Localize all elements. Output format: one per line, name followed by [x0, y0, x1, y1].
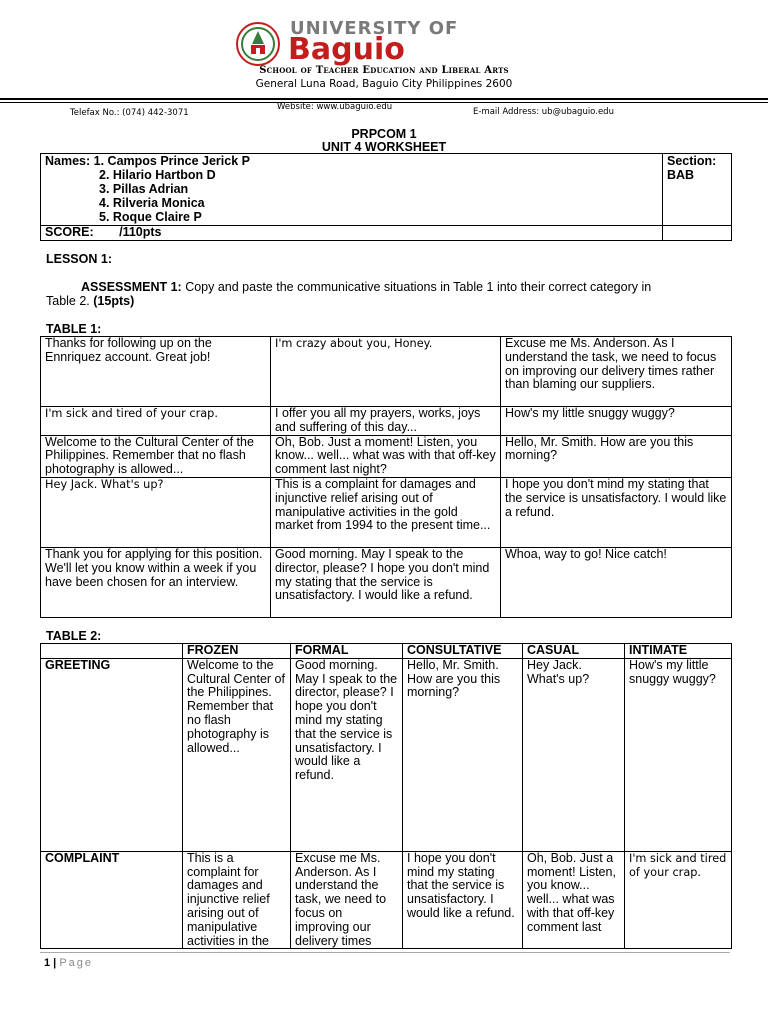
- table2-cell: How's my little snuggy wuggy?: [625, 658, 732, 851]
- assessment-text-2: Table 2.: [46, 294, 94, 308]
- score-label: SCORE:: [45, 225, 94, 239]
- website: Website: www.ubaguio.edu: [277, 102, 393, 112]
- student-name-4: 4. Rilveria Monica: [99, 195, 205, 210]
- student-name-5: 5. Roque Claire P: [99, 209, 202, 224]
- table2-header-intimate: INTIMATE: [625, 644, 732, 659]
- table1-cell: Good morning. May I speak to the director, please? I hope you don't mind my stating that the service is unsatisfactory. I would like a refund.: [271, 547, 501, 617]
- table2-header-formal: FORMAL: [291, 644, 403, 659]
- table1: [40, 336, 732, 618]
- table1-label: TABLE 1:: [46, 322, 102, 336]
- assessment-label: ASSESSMENT 1:: [81, 280, 182, 294]
- table2-cell: [183, 851, 291, 948]
- section-value: BAB: [667, 167, 695, 182]
- score-cell: [41, 226, 663, 241]
- table2-header-frozen: FROZEN: [183, 644, 291, 659]
- table1-cell: I hope you don't mind my stating that the service is unsatisfactory. I would like a refund.: [501, 477, 732, 547]
- worksheet-title: UNIT 4 WORKSHEET: [321, 140, 447, 154]
- assessment-instructions: [46, 280, 736, 308]
- assessment-text: Copy and paste the communicative situations in Table 1 into their correct category in: [181, 280, 652, 294]
- table1-cell: I'm sick and tired of your crap.: [41, 407, 271, 436]
- page-word: Page: [59, 957, 94, 969]
- info-table: [40, 153, 732, 241]
- table2-cell: [523, 851, 625, 948]
- table2-cell-text: Excuse me Ms. Anderson. As I understand the task, we need to focus on improving our delivery times: [295, 851, 387, 948]
- table1-cell: Oh, Bob. Just a moment! Listen, you know... well... what was with that off-key comment last night?: [271, 435, 501, 477]
- course-title: PRPCOM 1: [351, 127, 417, 141]
- table2-header-casual: CASUAL: [523, 644, 625, 659]
- lesson-label: LESSON 1:: [46, 252, 112, 266]
- table1-cell: Thank you for applying for this position. We'll let you know within a week if you have been chosen for an interview.: [41, 547, 271, 617]
- table2-cell: [625, 851, 732, 948]
- header-rule-thick: [0, 98, 768, 100]
- student-name-1: 1. Campos Prince Jerick P: [93, 154, 250, 168]
- table1-cell: Hello, Mr. Smith. How are you this morning?: [501, 435, 732, 477]
- table1-cell: Excuse me Ms. Anderson. As I understand the task, we need to focus on improving our delivery times rather than blaming our suppliers.: [501, 337, 732, 407]
- table1-cell: How's my little snuggy wuggy?: [501, 407, 732, 436]
- table2-header-consultative: CONSULTATIVE: [403, 644, 523, 659]
- table1-cell: Whoa, way to go! Nice catch!: [501, 547, 732, 617]
- table2-cell-text: This is a complaint for damages and injunctive relief arising out of manipulative activities in the: [187, 851, 270, 948]
- section-cell: [663, 154, 732, 226]
- names-cell: [41, 154, 663, 226]
- table2-header-blank: [41, 644, 183, 659]
- university-name-line2: Baguio: [288, 32, 405, 67]
- table1-cell: Thanks for following up on the Ennriquez account. Great job!: [41, 337, 271, 407]
- table2-cell: [291, 851, 403, 948]
- table2-cell: [403, 851, 523, 948]
- score-value: /110pts: [119, 225, 162, 239]
- table1-cell: This is a complaint for damages and injunctive relief arising out of manipulative activities in the gold market from 1994 to the present time...: [271, 477, 501, 547]
- university-seal-icon: [236, 22, 280, 66]
- table1-cell: I offer you all my prayers, works, joys and suffering of this day...: [271, 407, 501, 436]
- table2-cell: Hey Jack. What's up?: [523, 658, 625, 851]
- table2-cell-text: I'm sick and tired of your crap.: [629, 851, 727, 879]
- table2-cell-text: I hope you don't mind my stating that the service is unsatisfactory. I would like a refund.: [407, 851, 515, 920]
- table2-cell: Hello, Mr. Smith. How are you this morning?: [403, 658, 523, 851]
- school-address: General Luna Road, Baguio City Philippines 2600: [255, 78, 513, 90]
- table2-label: TABLE 2:: [46, 629, 102, 643]
- university-name-line1: UNIVERSITY OF: [290, 18, 459, 39]
- names-label: Names:: [45, 154, 91, 168]
- table2-category-complaint: COMPLAINT: [41, 851, 183, 948]
- table2: [40, 643, 732, 949]
- page-number: 1: [44, 957, 51, 969]
- telefax: Telefax No.: (074) 442-3071: [70, 108, 189, 118]
- footer-rule: [40, 952, 730, 953]
- score-blank-cell: [663, 226, 732, 241]
- table2-cell: Good morning. May I speak to the director, please? I hope you don't mind my stating that the service is unsatisfactory. I would like a refund.: [291, 658, 403, 851]
- email-address: E-mail Address: ub@ubaguio.edu: [473, 107, 614, 117]
- table1-cell: I'm crazy about you, Honey.: [271, 337, 501, 407]
- table2-cell-text: Oh, Bob. Just a moment! Listen, you know... well... what was with that off-key comment last: [527, 851, 616, 934]
- table1-cell: Hey Jack. What's up?: [41, 477, 271, 547]
- name-row-1: [45, 155, 658, 169]
- student-name-2: 2. Hilario Hartbon D: [99, 167, 216, 182]
- table1-cell: Welcome to the Cultural Center of the Philippines. Remember that no flash photography is allowed...: [41, 435, 271, 477]
- table2-category-greeting: GREETING: [41, 658, 183, 851]
- table2-cell: Welcome to the Cultural Center of the Philippines. Remember that no flash photography is allowed...: [183, 658, 291, 851]
- section-label: Section:: [667, 154, 717, 168]
- page-footer: 1 | Page: [44, 957, 94, 969]
- assessment-points: (15pts): [93, 294, 135, 308]
- student-name-3: 3. Pillas Adrian: [99, 181, 189, 196]
- school-name: School of Teacher Education and Liberal Arts: [259, 65, 509, 76]
